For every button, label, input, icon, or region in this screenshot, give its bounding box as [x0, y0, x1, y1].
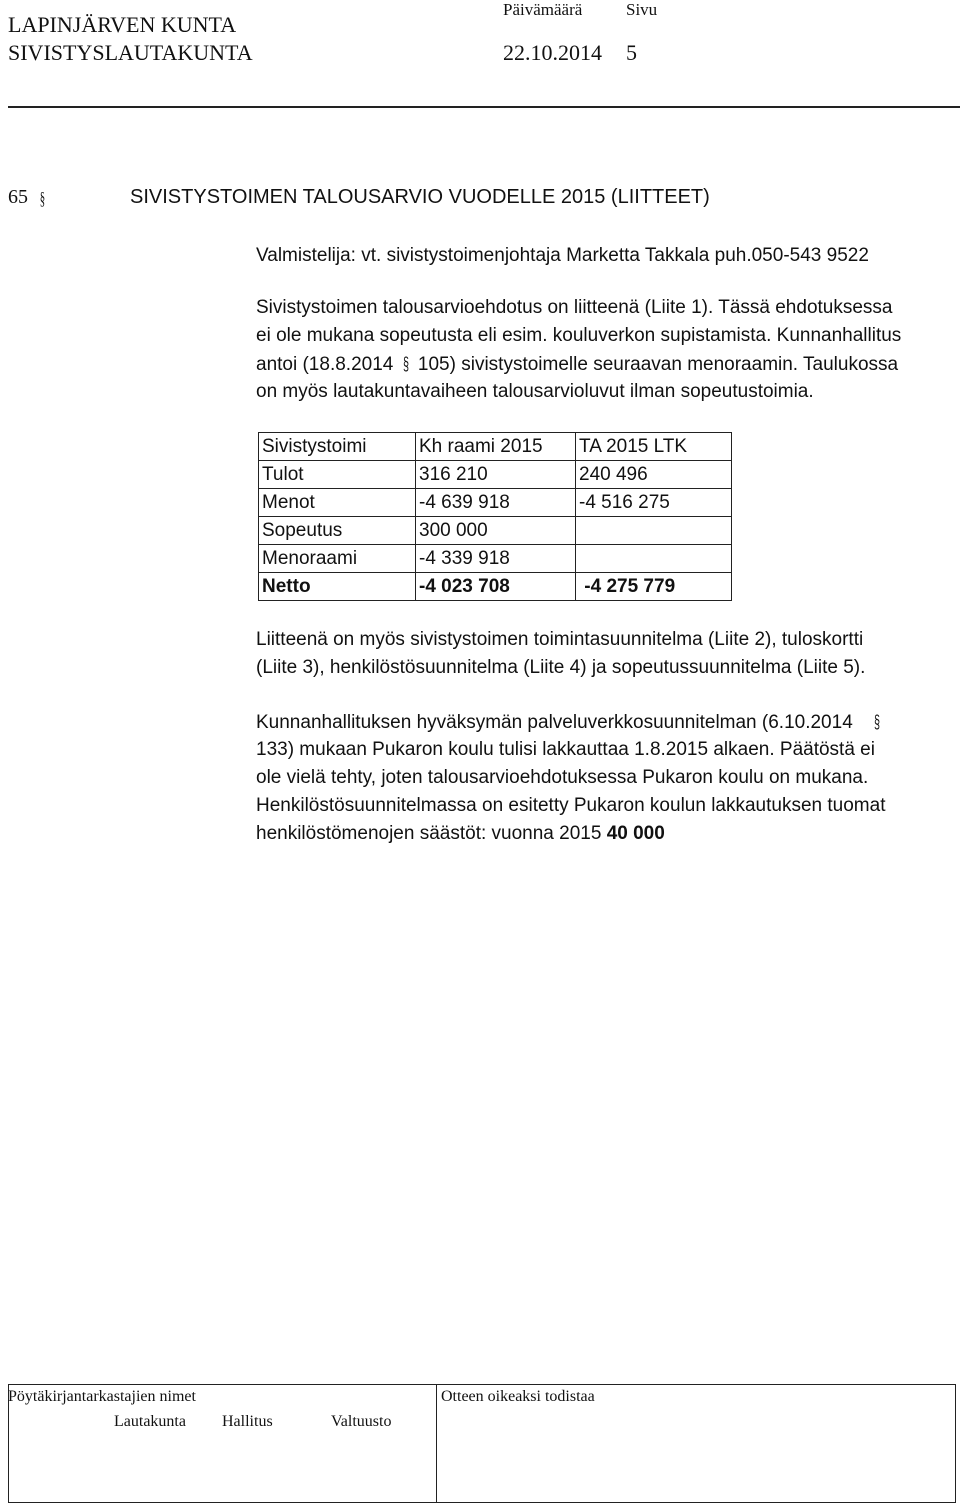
board-name: SIVISTYSLAUTAKUNTA [8, 40, 253, 65]
footer-top-rule [8, 1384, 956, 1385]
savings-amount: 40 000 [606, 823, 665, 844]
intro-line-3-end: 105) sivistystoimelle seuraavan menoraamin. Taulukossa [417, 354, 899, 375]
decision-line-3: ole vielä tehty, joten talousarvioehdotuksessa Pukaron koulu on mukana. [256, 767, 869, 788]
table-cell: -4 023 708 [416, 573, 576, 601]
page-label: Sivu [626, 0, 658, 19]
intro-line-4: on myös lautakuntavaiheen talousarvioluvut ilman sopeutustoimia. [256, 381, 814, 402]
footer-checkers-label: Pöytäkirjantarkastajien nimet [8, 1388, 196, 1405]
decision-line-1 [256, 708, 882, 738]
table-row [259, 489, 732, 517]
footer-board-lautakunta: Lautakunta [114, 1413, 186, 1430]
table-cell [576, 517, 732, 545]
table-cell: Tulot [259, 461, 416, 489]
table-cell [576, 545, 732, 573]
table-cell: -4 639 918 [416, 489, 576, 517]
table-header-cell: Sivistystoimi [259, 433, 416, 461]
footer-bottom-rule [8, 1502, 956, 1503]
header-rule [8, 106, 960, 108]
table-cell: Menoraami [259, 545, 416, 573]
table-cell: Sopeutus [259, 517, 416, 545]
intro-line-2: ei ole mukana sopeutusta eli esim. kouluverkon supistamista. Kunnanhallitus [256, 325, 902, 346]
footer-certified-label: Otteen oikeaksi todistaa [441, 1388, 595, 1405]
footer-divider [436, 1384, 437, 1502]
intro-line-3-start: antoi (18.8.2014 [256, 354, 394, 375]
date-label: Päivämäärä [503, 0, 583, 19]
table-row [259, 545, 732, 573]
footer-board-valtuusto: Valtuusto [331, 1413, 392, 1430]
table-cell: 240 496 [576, 461, 732, 489]
table-total-row [259, 573, 732, 601]
table-header-row [259, 433, 732, 461]
section-title: SIVISTYSTOIMEN TALOUSARVIO VUODELLE 2015 (LIITTEET) [130, 186, 710, 208]
preparer-line: Valmistelija: vt. sivistystoimenjohtaja Marketta Takkala puh.050-543 9522 [256, 245, 869, 266]
section-sign: § [39, 188, 46, 208]
attachments-line-2: (Liite 3), henkilöstösuunnitelma (Liite 4) ja sopeutussuunnitelma (Liite 5). [256, 657, 866, 678]
footer-board-hallitus: Hallitus [222, 1413, 273, 1430]
table-header-cell: TA 2015 LTK [576, 433, 732, 461]
footer-right-rule [955, 1384, 956, 1502]
table-cell: 300 000 [416, 517, 576, 545]
page-number: 5 [626, 40, 637, 65]
table-row [259, 517, 732, 545]
decision-line-5-text: henkilöstömenojen säästöt: vuonna 2015 [256, 823, 607, 844]
attachments-line-1: Liitteenä on myös sivistystoimen toimintasuunnitelma (Liite 2), tuloskortti [256, 629, 864, 650]
decision-line-4: Henkilöstösuunnitelmassa on esitetty Pukaron koulun lakkautuksen tuomat [256, 795, 886, 816]
budget-table [258, 432, 732, 601]
table-cell: 316 210 [416, 461, 576, 489]
document-date: 22.10.2014 [503, 40, 602, 65]
intro-line-3 [256, 350, 898, 380]
table-cell: Menot [259, 489, 416, 517]
decision-line-5 [256, 820, 665, 849]
table-cell: Netto [259, 573, 416, 601]
section-sign-inline: § [402, 354, 409, 374]
table-cell: -4 339 918 [416, 545, 576, 573]
table-header-cell: Kh raami 2015 [416, 433, 576, 461]
table-row [259, 461, 732, 489]
table-cell: -4 516 275 [576, 489, 732, 517]
org-name: LAPINJÄRVEN KUNTA [8, 12, 237, 37]
decision-line-1-text: Kunnanhallituksen hyväksymän palveluverkkosuunnitelman (6.10.2014 [256, 712, 853, 733]
decision-line-2: 133) mukaan Pukaron koulu tulisi lakkauttaa 1.8.2015 alkaen. Päätöstä ei [256, 739, 875, 760]
intro-line-1: Sivistystoimen talousarvioehdotus on liitteenä (Liite 1). Tässä ehdotuksessa [256, 297, 893, 318]
section-number: 65 [8, 186, 28, 208]
section-sign-inline: § [874, 712, 881, 732]
table-cell: -4 275 779 [576, 573, 732, 601]
